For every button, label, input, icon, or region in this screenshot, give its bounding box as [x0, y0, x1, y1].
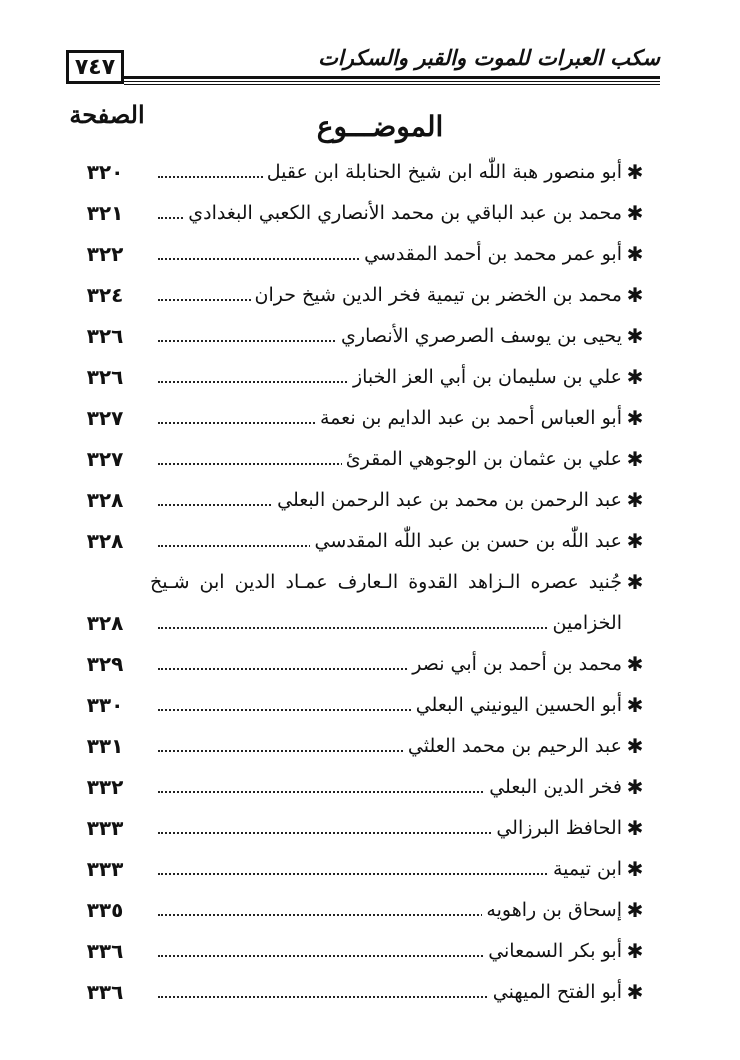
entry-page: ٣٣٢: [86, 775, 124, 799]
page-number: ٧٤٧: [66, 50, 124, 84]
page-header: [66, 44, 660, 92]
entry-page: ٣٢٤: [86, 283, 124, 307]
entry-page: ٣٣٠: [86, 693, 124, 717]
entry-page: ٣٢٢: [86, 242, 124, 266]
header-rule: [124, 84, 660, 85]
toc-entry[interactable]: [0, 316, 740, 356]
toc-entry[interactable]: [0, 480, 740, 520]
bullet-star-icon: ✱: [626, 898, 644, 922]
toc-entry[interactable]: [0, 193, 740, 233]
header-rule: [124, 76, 660, 79]
entry-page: ٣٣٦: [86, 939, 124, 963]
entry-page: ٣٢٨: [86, 488, 124, 512]
toc-entry[interactable]: [0, 234, 740, 274]
bullet-star-icon: ✱: [626, 160, 644, 184]
page-column-heading: الصفحة: [69, 100, 145, 129]
entry-page: ٣٣٦: [86, 980, 124, 1004]
bullet-star-icon: ✱: [626, 488, 644, 512]
toc-entry[interactable]: [0, 521, 740, 561]
bullet-star-icon: ✱: [626, 283, 644, 307]
bullet-star-icon: ✱: [626, 734, 644, 758]
entry-page: ٣٢٨: [86, 611, 124, 635]
entry-title: أبو بكر السمعاني: [484, 931, 622, 971]
entry-title-line1: جُنيد عصره الـزاهد القدوة الـعارف عمـاد الدين ابن شـيخ: [150, 571, 622, 593]
entry-page: ٣٢٨: [86, 529, 124, 553]
bullet-star-icon: ✱: [626, 693, 644, 717]
bullet-star-icon: ✱: [626, 529, 644, 553]
toc-entry[interactable]: [0, 398, 740, 438]
entry-page: ٣٢٧: [86, 447, 124, 471]
entry-title: علي بن سليمان بن أبي العز الخباز: [349, 357, 622, 397]
entry-page: ٣٣٣: [86, 816, 124, 840]
entry-title: أبو منصور هبة اللّٰه ابن شيخ الحنابلة ابن عقيل: [263, 152, 622, 192]
entry-title: أبو الفتح الميهني: [489, 972, 622, 1012]
entry-page: ٣٢٠: [86, 160, 124, 184]
entry-page: ٣٢٦: [86, 324, 124, 348]
toc-entry[interactable]: [0, 972, 740, 1012]
toc-entry[interactable]: [0, 644, 740, 684]
entry-title: محمد بن الخضر بن تيمية فخر الدين شيخ حران: [251, 275, 622, 315]
bullet-star-icon: ✱: [626, 406, 644, 430]
bullet-star-icon: ✱: [626, 775, 644, 799]
bullet-star-icon: ✱: [626, 365, 644, 389]
bullet-star-icon: ✱: [626, 201, 644, 225]
book-title: سكب العبرات للموت والقبر والسكرات: [318, 46, 660, 70]
entry-page: ٣٢٩: [86, 652, 124, 676]
entry-title: أبو العباس أحمد بن عبد الدايم بن نعمة: [316, 398, 622, 438]
entry-page: ٣٣١: [86, 734, 124, 758]
bullet-star-icon: ✱: [626, 980, 644, 1004]
toc-entry[interactable]: [0, 890, 740, 930]
bullet-star-icon: ✱: [626, 242, 644, 266]
entry-title: عبد الرحمن بن محمد بن عبد الرحمن البعلي: [273, 480, 622, 520]
entry-title: إسحاق بن راهويه: [482, 890, 622, 930]
toc-entry[interactable]: [0, 726, 740, 766]
entry-title: محمد بن عبد الباقي بن محمد الأنصاري الكعبي البغدادي: [184, 193, 622, 233]
entry-page: ٣٢١: [86, 201, 124, 225]
entry-title: فخر الدين البعلي: [485, 767, 622, 807]
entry-title: محمد بن أحمد بن أبي نصر: [408, 644, 622, 684]
bullet-star-icon: ✱: [626, 570, 644, 594]
entry-title: الحافظ البرزالي: [492, 808, 622, 848]
bullet-star-icon: ✱: [626, 447, 644, 471]
entry-title: أبو الحسين اليونيني البعلي: [412, 685, 622, 725]
entry-title: ابن تيمية: [549, 849, 622, 889]
toc-entry[interactable]: [0, 685, 740, 725]
entry-title: علي بن عثمان بن الوجوهي المقرئ: [342, 439, 622, 479]
header-rule: [124, 81, 660, 82]
toc-entry[interactable]: [0, 808, 740, 848]
bullet-star-icon: ✱: [626, 939, 644, 963]
toc-entry[interactable]: [0, 275, 740, 315]
bullet-star-icon: ✱: [626, 324, 644, 348]
entry-title-line2: الخزامين: [549, 603, 622, 643]
entry-title: يحيى بن يوسف الصرصري الأنصاري: [337, 316, 622, 356]
entry-title: عبد اللّٰه بن حسن بن عبد اللّٰه المقدسي: [310, 521, 622, 561]
toc-entry[interactable]: [0, 767, 740, 807]
toc-entry[interactable]: [0, 357, 740, 397]
toc-entry[interactable]: [0, 931, 740, 971]
entry-page: ٣٢٧: [86, 406, 124, 430]
toc-entry[interactable]: [0, 849, 740, 889]
bullet-star-icon: ✱: [626, 857, 644, 881]
entry-page: ٣٣٥: [86, 898, 124, 922]
entry-page: ٣٣٣: [86, 857, 124, 881]
bullet-star-icon: ✱: [626, 652, 644, 676]
toc-entry-wrapped-line1[interactable]: [0, 562, 740, 602]
toc-entry-wrapped-line2[interactable]: [0, 603, 740, 643]
bullet-star-icon: ✱: [626, 816, 644, 840]
subject-column-heading: الموضـــوع: [316, 110, 444, 143]
entry-page: ٣٢٦: [86, 365, 124, 389]
entry-title: أبو عمر محمد بن أحمد المقدسي: [360, 234, 622, 274]
toc-entry[interactable]: [0, 152, 740, 192]
entry-title: عبد الرحيم بن محمد العلثي: [404, 726, 622, 766]
toc-entry[interactable]: [0, 439, 740, 479]
